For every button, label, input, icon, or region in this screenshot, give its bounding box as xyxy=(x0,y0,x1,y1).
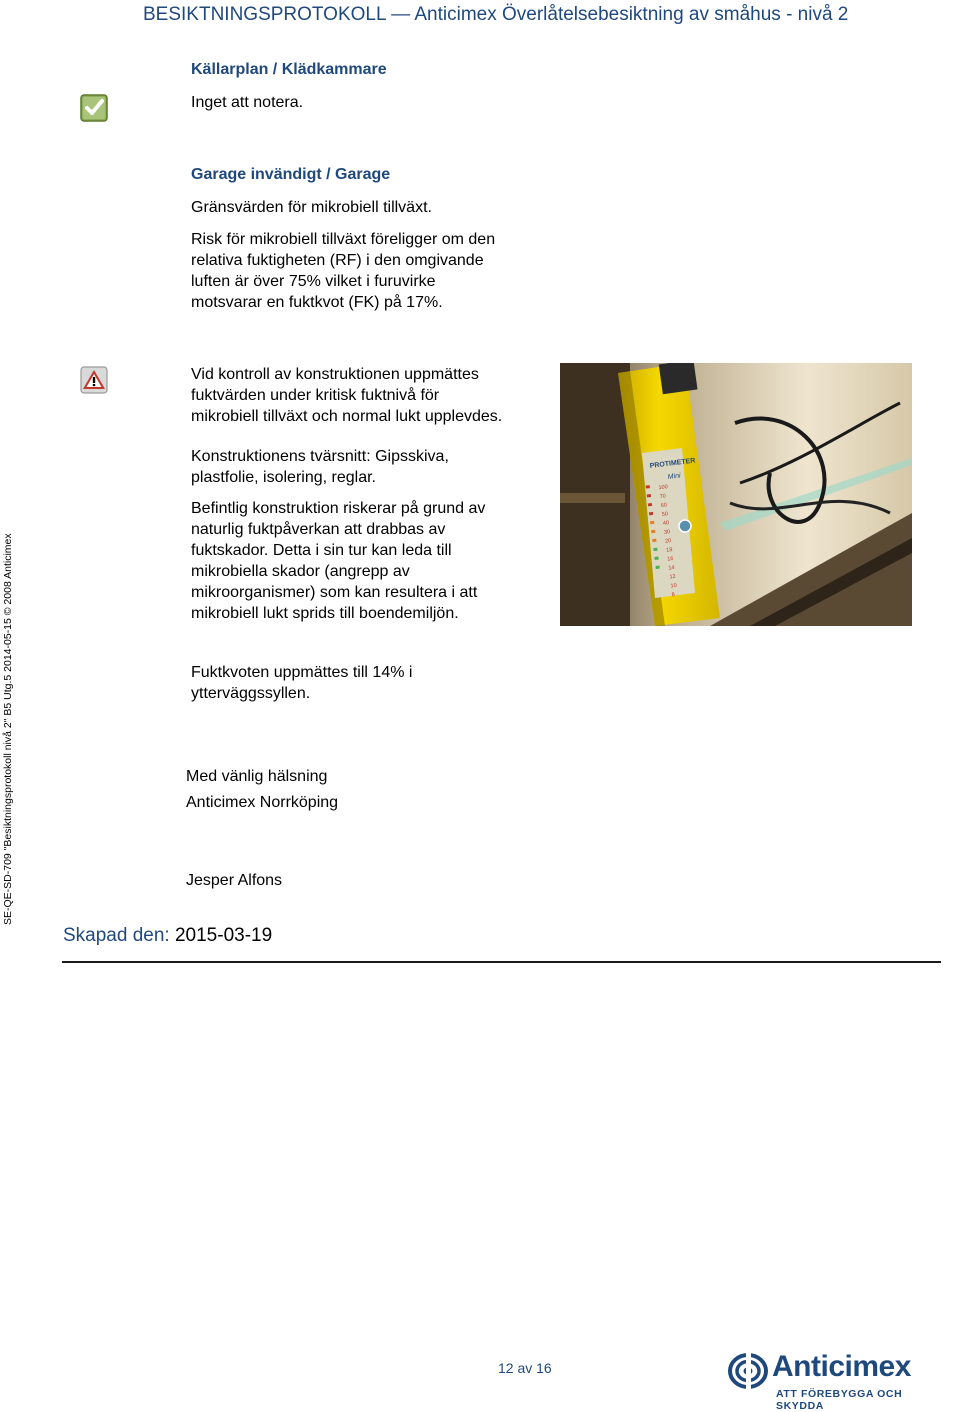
anticimex-logo xyxy=(728,1346,950,1412)
scale-label: 20 xyxy=(664,538,672,545)
closing-company: Anticimex Norrköping xyxy=(186,794,339,811)
text-line: Vid kontroll av konstruktionen uppmättes xyxy=(191,366,479,383)
scale-label: 12 xyxy=(669,573,677,581)
text-line: mikroorganismer) som kan resultera i att xyxy=(191,584,478,601)
scale-label: 40 xyxy=(662,520,670,527)
closing-greeting: Med vänlig hälsning xyxy=(186,768,328,785)
text-line: motsvarar en fuktkvot (FK) på 17%. xyxy=(191,294,443,311)
text-line: mikrobiell tillväxt och normal lukt upplevdes. xyxy=(191,408,503,425)
page-number: 12 av 16 xyxy=(498,1360,552,1376)
footer-divider xyxy=(62,961,941,963)
text-line: plastfolie, isolering, reglar. xyxy=(191,469,376,486)
text-line: Fuktkvoten uppmättes till 14% i xyxy=(191,664,413,681)
text-line: fuktvärden under kritisk fuktnivå för xyxy=(191,387,440,404)
scale-label: 10 xyxy=(670,582,678,590)
construction-text xyxy=(191,446,449,488)
check-icon xyxy=(80,94,108,122)
text-line: Befintlig konstruktion riskerar på grund av xyxy=(191,500,486,517)
text-line: fuktskador. Detta i sin tur kan leda till xyxy=(191,542,452,559)
device-brand: PROTIMETER xyxy=(649,457,696,470)
scale-label: 18 xyxy=(665,547,673,554)
risk-text xyxy=(191,498,485,624)
scale-label: 50 xyxy=(661,511,669,518)
anticimex-logo-icon xyxy=(728,1352,770,1390)
text-line: Konstruktionens tvärsnitt: Gipsskiva, xyxy=(191,448,449,465)
section-garage-subtitle: Gränsvärden för mikrobiell tillväxt. xyxy=(191,199,432,216)
warning-icon xyxy=(80,366,108,394)
closing-signer: Jesper Alfons xyxy=(186,872,283,889)
scale-label: 100 xyxy=(658,484,669,492)
logo-name: Anticimex xyxy=(772,1350,911,1383)
text-line: luften är över 75% vilket i furuvirke xyxy=(191,273,436,290)
text-line: mikrobiell lukt sprids till boendemiljön. xyxy=(191,605,459,622)
document-code-text: SE-QE-SD-709 "Besiktningsprotokoll nivå 2" B5 Utg.5 2014-05-15 © 2008 Anticimex xyxy=(2,533,14,925)
scale-label: 30 xyxy=(663,529,671,536)
finding-text xyxy=(191,364,502,427)
section-kallarplan-text: Inget att notera. xyxy=(191,94,304,111)
section-title-kallarplan: Källarplan / Klädkammare xyxy=(191,61,387,78)
logo-tagline: ATT FÖREBYGGA OCH SKYDDA xyxy=(776,1388,903,1412)
text-line: relativa fuktigheten (RF) i den omgivande xyxy=(191,252,484,269)
document-header-title: BESIKTNINGSPROTOKOLL — Anticimex Överlåtelsebesiktning av småhus - nivå 2 xyxy=(143,4,849,25)
device-model: Mini xyxy=(667,472,681,481)
created-date: 2015-03-19 xyxy=(174,925,273,946)
text-line: naturlig fuktpåverkan att drabbas av xyxy=(191,521,446,538)
moisture-result-text xyxy=(191,662,412,704)
text-line: ytterväggssyllen. xyxy=(191,685,311,702)
section-title-garage: Garage invändigt / Garage xyxy=(191,166,391,183)
scale-label: 16 xyxy=(667,555,674,563)
created-date-line xyxy=(63,925,272,947)
text-line: Risk för mikrobiell tillväxt föreligger om den xyxy=(191,231,496,248)
moisture-meter-photo xyxy=(560,363,912,626)
scale-label: 70 xyxy=(659,493,667,501)
created-label: Skapad den: xyxy=(63,925,170,946)
text-line: mikrobiella skador (angrepp av xyxy=(191,563,410,580)
scale-label: 14 xyxy=(668,564,675,572)
risk-threshold-text xyxy=(191,229,495,313)
scale-label: 60 xyxy=(660,502,668,510)
scale-label: 8 xyxy=(671,592,676,599)
